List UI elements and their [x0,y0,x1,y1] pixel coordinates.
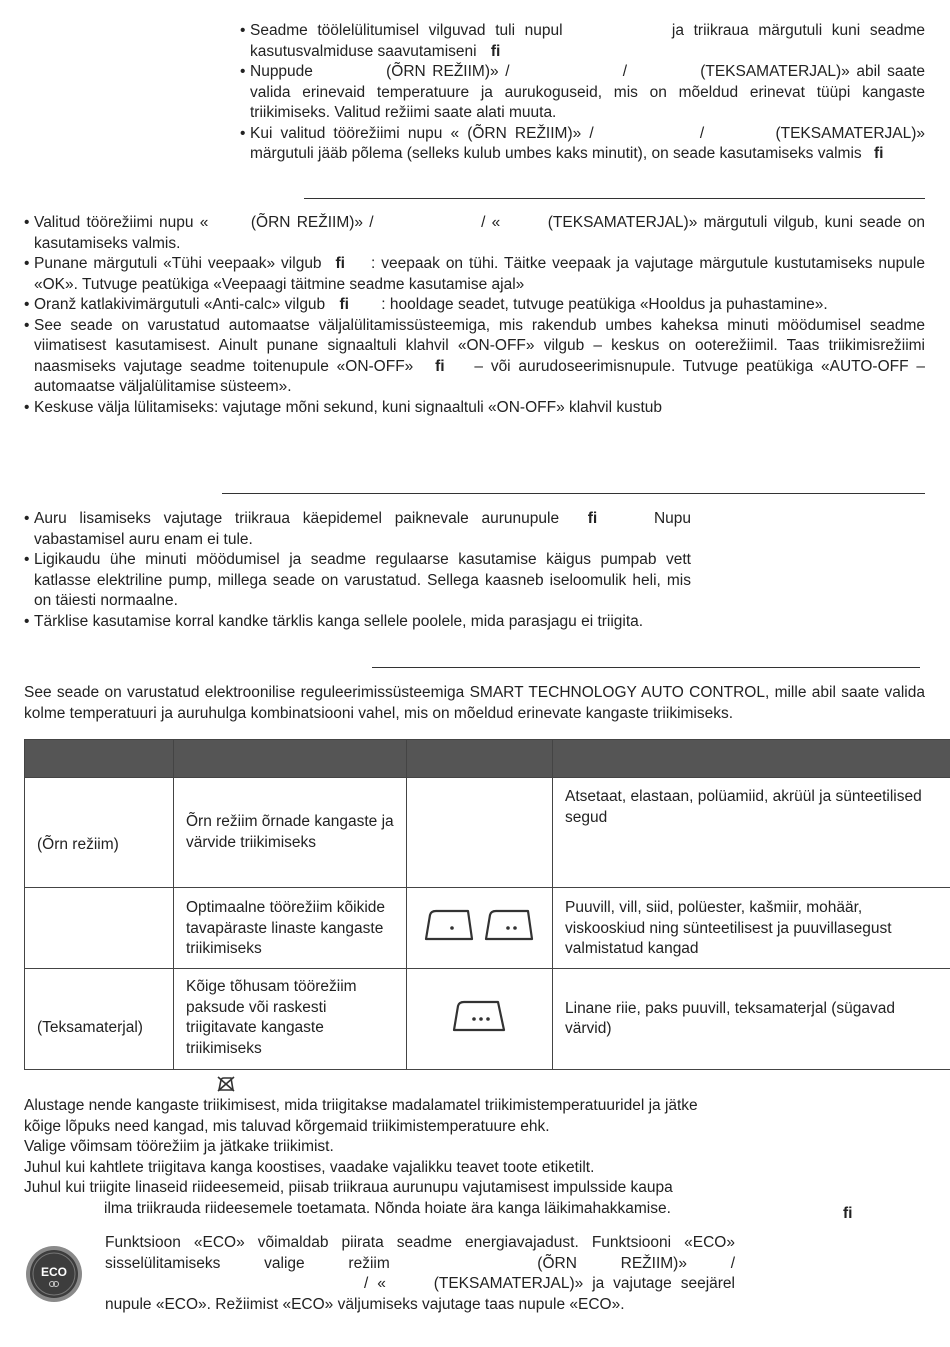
text: : veepaak on tühi. Täitke veepaak ja vajutage märgutule kustutamiseks nupule «OK». Tutvuge peatükiga «Veepaagi täitmine seadme kasutamise ajal» [34,255,925,293]
text: (TEKSAMATERJAL)» märgutuli jääb põlema (selleks kulub umbes kaks minutit), on seade kasutamiseks valmis [250,124,926,162]
section-divider [304,198,925,199]
list-item [24,398,925,419]
text: (ÕRN REŽIIM)» / [250,214,374,231]
tip-text: Juhul kui triigite linaseid riideesemeid, piisab triikraua aurunupu vajutamisest impulsside kaupa [24,1179,673,1196]
text: ﬁ [490,42,501,60]
eco-icon [24,1244,84,1304]
text: / [699,124,705,142]
section-1 [240,21,925,165]
list-item [240,21,925,62]
text: (TEKSAMATERJAL)» ja vajutage seejärel nupule «ECO». Režiimist «ECO» väljumiseks vajutage taas nupule «ECO». [105,1275,735,1313]
table-header-cell [174,740,407,778]
text: Keskuse välja lülitamiseks: vajutage mõni sekund, kuni signaaltuli «ON-OFF» klahvil kustub [34,398,663,416]
mode-icon-cell [407,969,553,1070]
text: ﬁ [587,510,598,527]
iron-3-dot-icon [450,996,510,1036]
text: : hooldage seadet, tutvuge peatükiga «Hooldus ja puhastamine». [381,296,828,313]
list-item [240,62,925,124]
mode-name-cell [25,888,174,969]
text: ﬁ [335,255,345,272]
do-not-iron-icon [217,1076,235,1092]
list-item [24,213,925,254]
list-item [240,124,925,165]
fabrics-cell [553,778,950,888]
text: Kui valitud töörežiimi nupu « [250,124,460,142]
table-row [25,778,950,888]
mode-desc: Kõige tõhusam töörežiim paksude või raskesti triigitavate kangaste triikimiseks [186,978,357,1057]
mode-desc-cell [174,969,407,1070]
text: (TEKSAMATERJAL)» märgutuli vilgub, kuni seade on kasutamiseks valmis. [34,214,925,252]
mode-desc-cell [174,778,407,888]
text: (ÕRN REŽIIM)» / [467,124,594,142]
fabrics-cell [553,969,950,1070]
mode-icon-cell [407,778,553,888]
fabrics-text: Atsetaat, elastaan, polüamiid, akrüül ja sünteetilised segud [565,788,922,826]
text: ﬁ [873,145,884,162]
list-item [24,254,925,295]
section-3 [24,509,691,632]
fabrics-text: Linane riie, paks puuvill, teksamaterjal (sügavad värvid) [565,999,895,1037]
mode-name-cell [25,778,174,888]
mode-desc-cell [174,888,407,969]
list-item [24,509,691,550]
section-divider [222,493,925,494]
section-divider [372,667,920,668]
intro-paragraph: See seade on varustatud elektroonilise reguleerimissüsteemiga SMART TECHNOLOGY AUTO CONTROL, mille abil saate valida kolme temperatuuri ja auruhulga kombinatsiooni vahel, mis on mõeldud erinevate kangaste triikimiseks. [24,684,925,722]
table-header-row [25,740,950,778]
mode-name: (Teksamaterjal) [37,1018,143,1036]
text: Punane märgutuli «Tühi veepaak» vilgub [34,255,322,272]
text: – või aurudoseerimisnupule. Tutvuge peatükiga «AUTO-OFF – automaatse väljalülitamise süsteem». [34,357,926,395]
text: (TEKSAMATERJAL)» abil saate valida erinevaid temperatuure ja aurukoguseid, mis on mõeldud erinevat tüüpi kangaste triikimiseks. Valitud režiimi saate alati muuta. [250,63,925,121]
text: / « [481,214,501,231]
text: Seadme töölelülitumisel vilguvad tuli nupul [250,22,563,39]
text: / [622,63,628,80]
table-header-cell [25,740,174,778]
text: Ligikaudu ühe minuti möödumisel ja seadme regulaarse kasutamise käigus pumpab vett katlasse elektriline pump, millega seade on varustatud. Sellega kaasneb iseloomulik heli, mis on täiesti normaalne. [34,551,691,609]
text: Nupu vabastamisel auru enam ei tule. [34,510,691,548]
ironing-tips [24,1096,736,1219]
mode-name-cell [25,969,174,1070]
iron-temperature-icon [420,905,540,945]
table-row [25,969,950,1070]
text: Nuppude [250,63,313,80]
text: (ÕRN REŽIIM)» / [537,1254,736,1272]
eco-badge-label: ECO [40,1265,68,1279]
glyph: ﬁ [843,1205,853,1222]
tip-text: Valige võimsam töörežiim ja jätkake triikimist. [24,1138,334,1155]
table-header-cell [553,740,950,778]
tip-text: Alustage nende kangaste triikimisest, mida triigitakse madalamatel triikimistemperatuuridel ja jätke kõige lõpuks need kangad, mis taluvad kõrgemaid triikimistemperatuure ehk. [24,1097,698,1135]
text: ﬁ [339,296,349,313]
iron-2-dot-icon [486,911,532,939]
list-item [24,295,925,316]
text: ja triikraua märgutuli kuni seadme kasutusvalmiduse saavutamiseni [250,22,926,60]
text: (ÕRN REŽIIM)» / [386,63,510,80]
mode-name: (Õrn režiim) [37,836,119,854]
fabrics-cell [553,888,950,969]
iron-1-dot-icon [426,911,472,939]
text: ﬁ [435,357,445,375]
text: Valitud töörežiimi nupu « [34,214,209,231]
mode-desc: Õrn režiim õrnade kangaste ja värvide triikimiseks [186,813,394,851]
section-4-intro [24,683,925,724]
list-item [24,612,691,633]
list-item [24,316,925,398]
text: Tärklise kasutamise korral kandke tärklis kanga sellele poolele, mida parasjagu ei triigita. [34,612,644,630]
mode-icon-cell [407,888,553,969]
mode-desc: Optimaalne töörežiim kõikide tavapäraste linaste kangaste triikimiseks [186,899,386,957]
eco-section [105,1233,735,1315]
text: / [363,1275,369,1292]
table-header-cell [407,740,553,778]
tip-text: ilma triikrauda riideesemele toetamata. Nõnda hoiate ära kanga läikimahakkamise. [104,1199,671,1217]
eco-text [105,1233,735,1315]
text: Oranž katlakivimärgutuli «Anti-calc» vilgub [34,296,326,313]
fabrics-text: Puuvill, vill, siid, polüester, kašmiir, mohäär, viskooskiud ning sünteetilisest ja puuvillasegust valmistatud kangad [565,899,892,957]
text: Funktsioon «ECO» võimaldab piirata seadme energiavajadust. Funktsiooni «ECO» sisselülitamiseks valige režiim [105,1234,735,1272]
table-row [25,888,950,969]
text: « [377,1275,386,1292]
text: Auru lisamiseks vajutage triikraua käepidemel paiknevale aurunupule [34,510,560,527]
list-item [24,550,691,612]
tip-text: Juhul kui kahtlete triigitava kanga koostises, vaadake vajalikku teavet toote etiketilt. [24,1158,595,1176]
mode-table [24,739,950,1070]
text: See seade on varustatud automaatse väljalülitamissüsteemiga, mis rakendub umbes kaheksa minuti möödumisel seadme viimatisest kasutamisest. Ainult punane signaaltuli klahvil «ON-OFF» vilgub – keskus on ooterežiimil. Taas triikimisrežiimi naasmiseks vajutage seadme toitenupule «ON-OFF» [34,316,925,375]
section-2 [24,213,925,418]
